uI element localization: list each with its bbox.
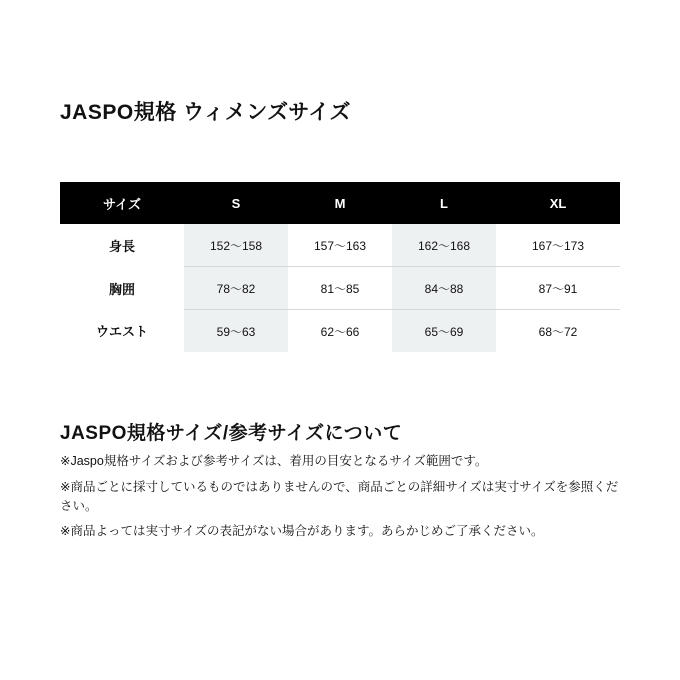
cell-height-xl: 167〜173: [496, 224, 620, 267]
table-row: [60, 267, 620, 310]
cell-chest-xl: 87〜91: [496, 267, 620, 310]
cell-height-s: 152〜158: [184, 224, 288, 267]
table-header: [60, 182, 620, 224]
note-line: ※商品よっては実寸サイズの表記がない場合があります。あらかじめご了承ください。: [60, 524, 544, 539]
cell-height-l: 162〜168: [392, 224, 496, 267]
cell-waist-s: 59〜63: [184, 310, 288, 353]
column-header-m: M: [288, 182, 392, 224]
cell-height-m: 157〜163: [288, 224, 392, 267]
table-row: [60, 310, 620, 353]
column-header-s: S: [184, 182, 288, 224]
table-header-row: [60, 182, 620, 224]
cell-waist-l: 65〜69: [392, 310, 496, 353]
row-header-height: 身長: [60, 224, 184, 267]
cell-waist-xl: 68〜72: [538, 324, 578, 339]
cell-waist-m: 62〜66: [320, 324, 360, 339]
row-header-chest: 胸囲: [60, 267, 184, 310]
note-line: ※商品ごとに採寸しているものではありませんので、商品ごとの詳細サイズは実寸サイズを参照ください。: [60, 479, 619, 513]
row-header-waist: ウエスト: [60, 310, 184, 353]
column-header-size: サイズ: [60, 182, 184, 224]
size-table: [60, 182, 620, 352]
cell-chest-s: 78〜82: [184, 267, 288, 310]
cell-chest-l: 84〜88: [392, 267, 496, 310]
column-header-xl: XL: [496, 182, 620, 224]
notes-block: [60, 452, 630, 548]
column-header-l: L: [392, 182, 496, 224]
section-title: JASPO規格サイズ/参考サイズについて: [60, 423, 403, 444]
table-row: [60, 224, 620, 267]
page-title: JASPO規格 ウィメンズサイズ: [60, 101, 352, 124]
note-line: ※Jaspo規格サイズおよび参考サイズは、着用の目安となるサイズ範囲です。: [60, 454, 488, 468]
cell-chest-m: 81〜85: [288, 267, 392, 310]
table-body: [60, 224, 620, 352]
